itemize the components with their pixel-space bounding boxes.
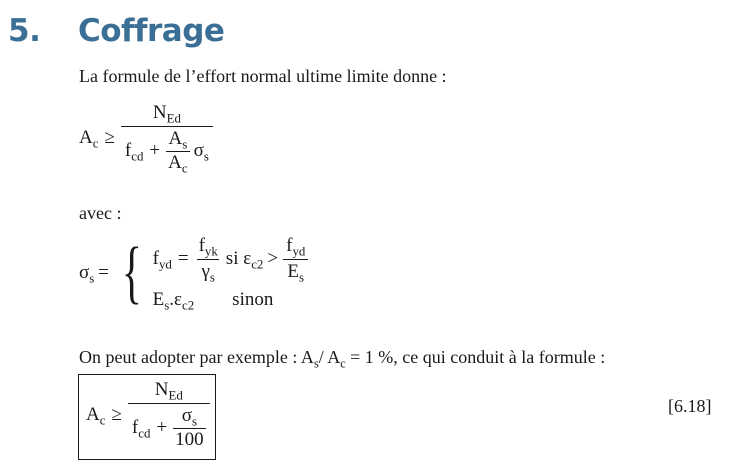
formula2-lhs: $A_c$ [86, 404, 106, 428]
formula1-inner-fraction: $\frac{A_s}{A_c}$ [168, 127, 188, 176]
section-heading [8, 6, 224, 56]
avec-label: avec : [79, 203, 122, 223]
section-number: 5. [8, 13, 41, 49]
sigma-lhs: $\sigma_s$ [79, 262, 95, 286]
equation-number: [6.18] [668, 396, 712, 416]
intro-text: La formule de l’effort normal ultime limite donne : [79, 66, 447, 86]
formula-ac-simplified [86, 380, 210, 451]
formula2-fraction: $N_{Ed}$ $f_{cd}$ + $\frac{\sigma_s}{100}$ [128, 380, 210, 451]
formula2-rel: ≥ [111, 404, 122, 426]
section-title: Coffrage [78, 13, 225, 49]
formula1-rel: ≥ [104, 127, 115, 149]
formula1-denominator: $f_{cd}$ + $\frac{A_s}{A_c}$ $\sigma_s$ [121, 126, 213, 174]
formula1-numerator: $N_{Ed}$ [152, 102, 181, 126]
formula1-lhs: $A_c$ [79, 127, 99, 151]
sigma-case-2: $E_s.\varepsilon_{c2}$ sinon [152, 288, 274, 313]
left-brace-icon: { [121, 234, 142, 312]
sigma-cases [153, 236, 310, 311]
formula-sigma-definition [79, 236, 309, 311]
sigma-eq: = [98, 262, 109, 284]
example-text: On peut adopter par exemple : $A_s/$ $A_c = 1$ %, ce qui conduit à la formule : [79, 347, 606, 371]
sigma-case-1: $f_{yd}$ = $\frac{f_{yk}}{\gamma_s}$ si $\varepsilon_{c2}$ > $\frac{f_{yd}}{E_s}$ [153, 236, 310, 283]
formula1-fraction [121, 103, 213, 174]
formula-ac-general [79, 103, 213, 174]
